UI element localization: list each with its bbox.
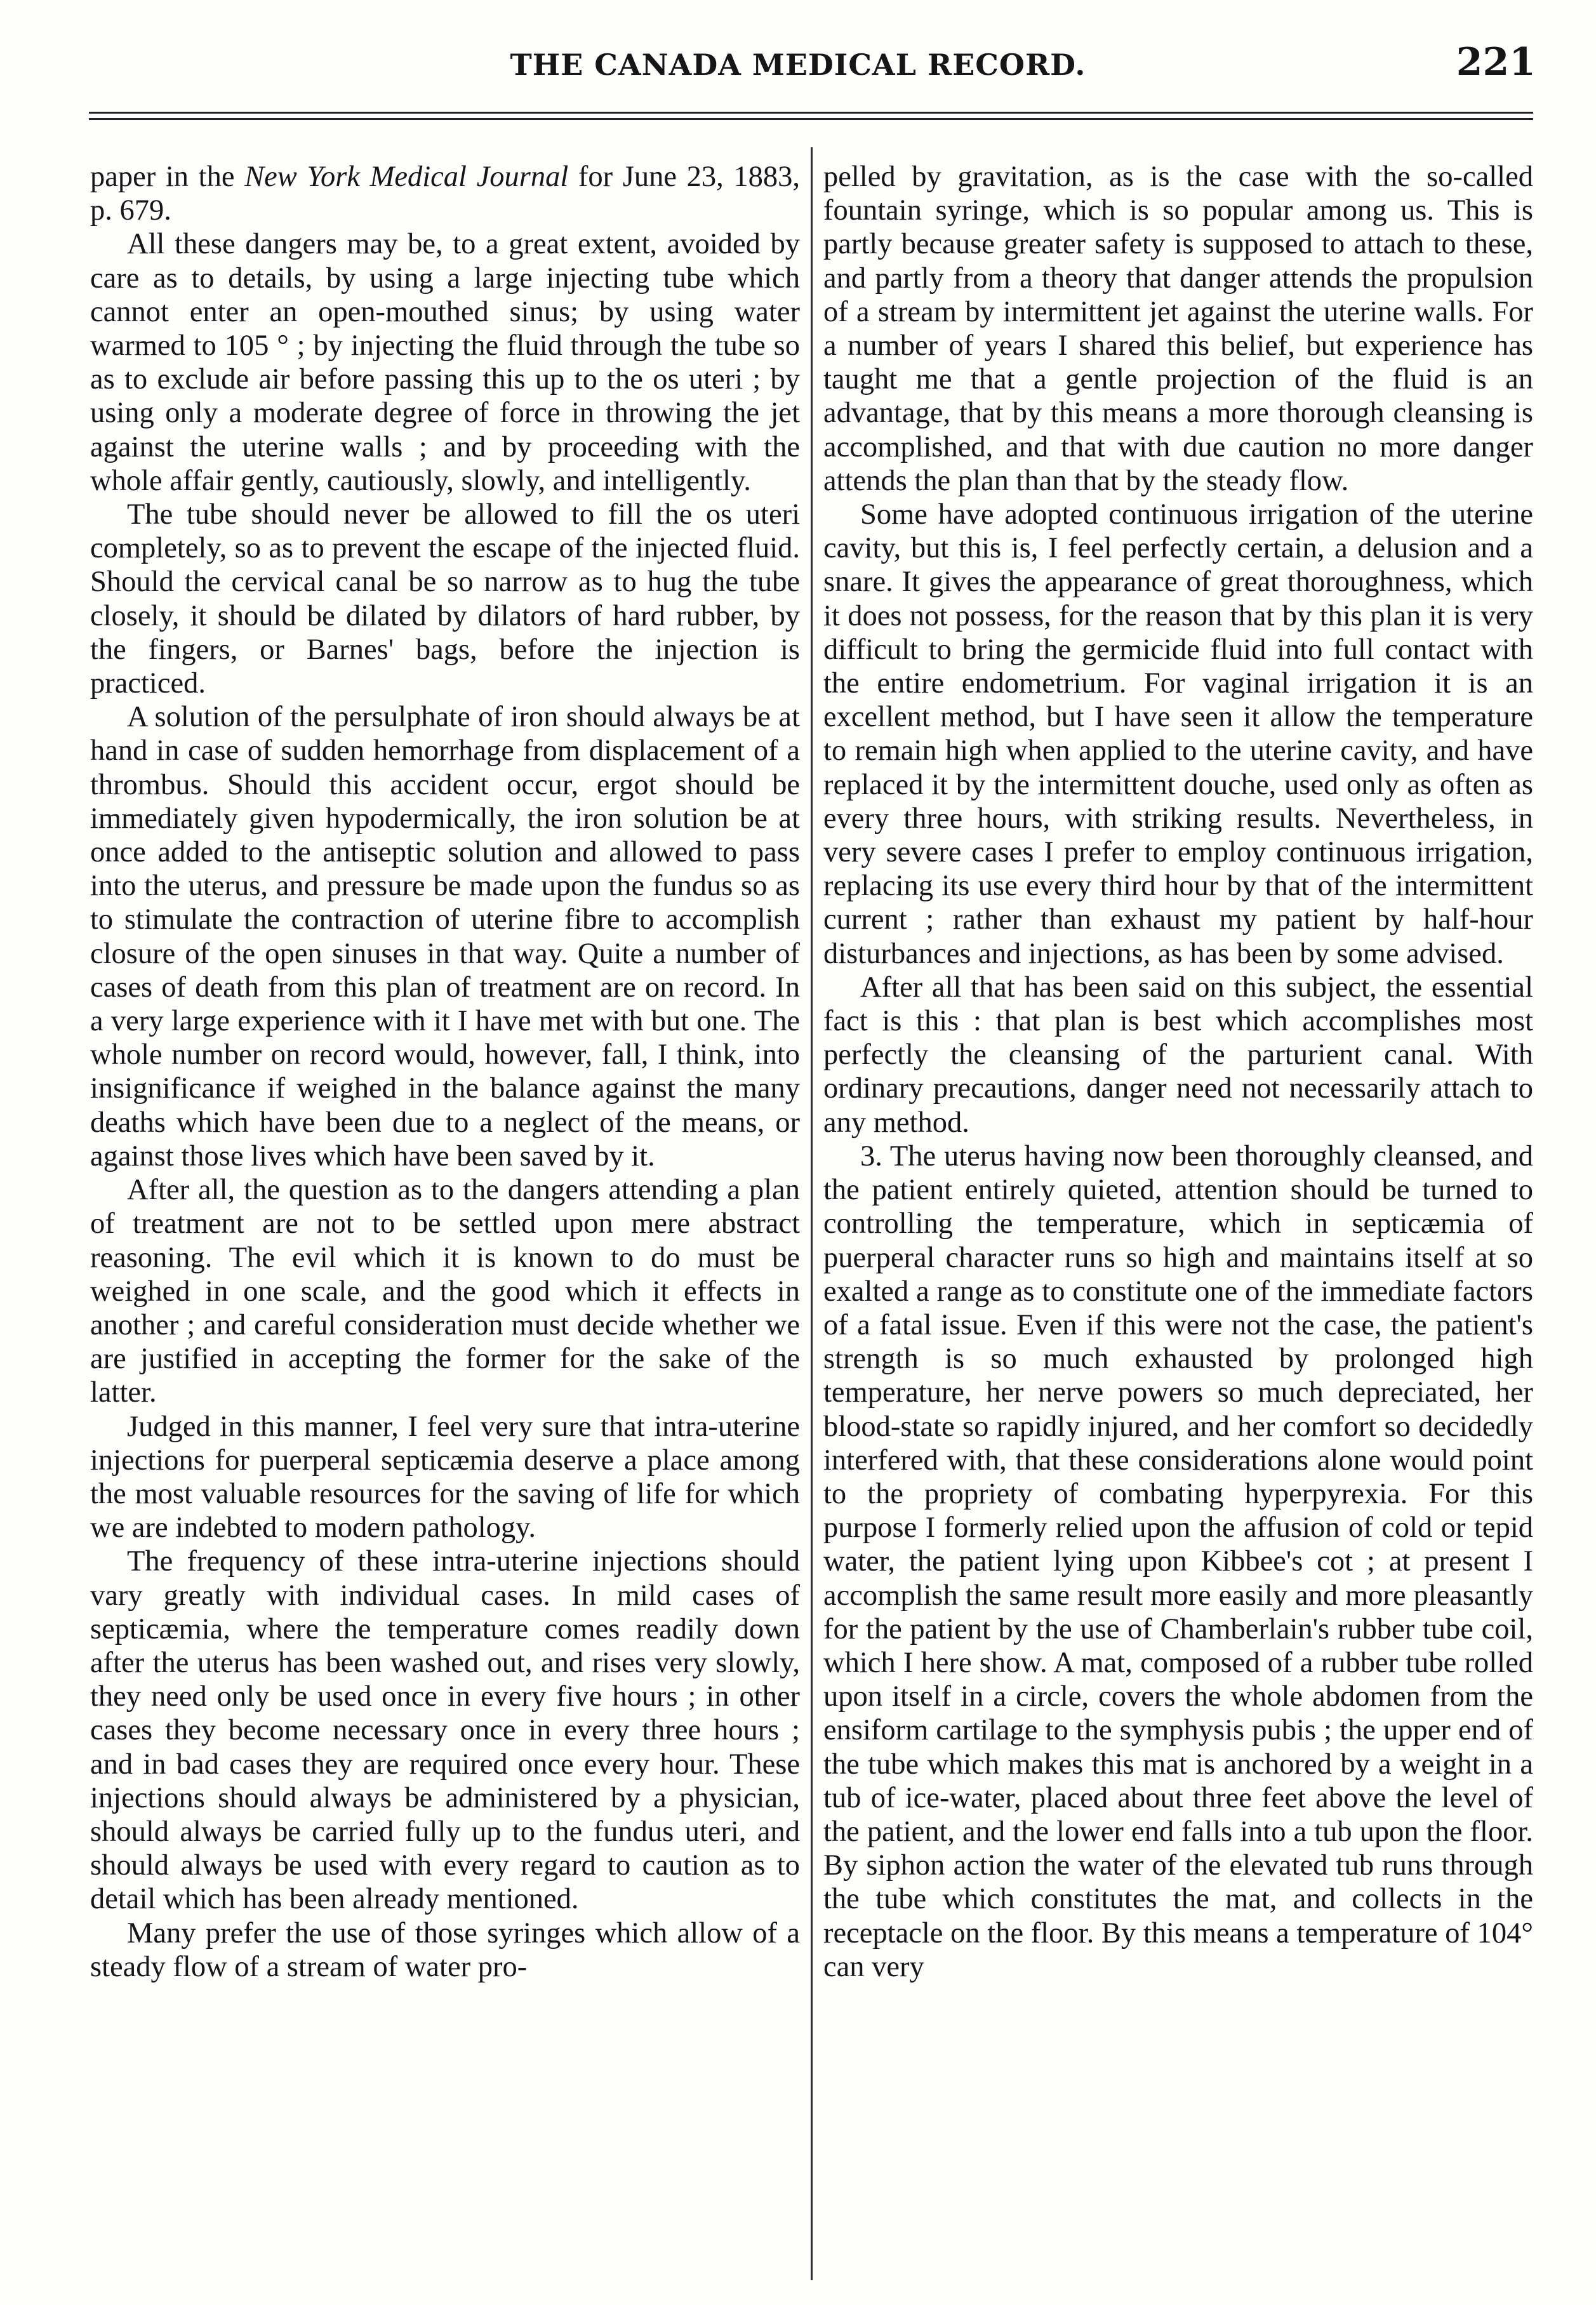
paragraph: The tube should never be allowed to fill the os uteri completely, so as to prevent the escape of the injected fluid. Should the cervical canal be so narrow as to hug the tube closely, it should be dilated by dilators of hard rubber, by the fingers, or Barnes' bags, before the injection is practiced. — [90, 498, 800, 700]
paragraph: Some have adopted continuous irrigation of the uterine cavity, but this is, I feel perfectly certain, a delusion and a snare. It gives the appearance of great thoroughness, which it does not possess, for the reason that by this plan it is very difficult to bring the germicide fluid into full contact with the entire endometrium. For vaginal irrigation it is an excellent method, but I have seen it allow the temperature to remain high when applied to the uterine cavity, and have replaced it by the intermittent douche, used only as often as every three hours, with striking results. Nevertheless, in very severe cases I prefer to employ continuous irrigation, replacing its use every third hour by that of the intermittent current ; rather than exhaust my patient by half-hour disturbances and injections, as has been by some advised. — [823, 498, 1533, 970]
text-run: paper in the — [90, 161, 245, 193]
right-column — [823, 160, 1533, 1984]
paragraph: pelled by gravitation, as is the case with the so-called fountain syringe, which is so popular among us. This is partly because greater safety is supposed to attach to these, and partly from a theory that danger attends the propulsion of a stream by intermittent jet against the uterine walls. For a number of years I shared this belief, but experience has taught me that a gentle projection of the fluid is an advantage, that by this means a more thorough cleansing is accomplished, and that with due caution no more danger attends the plan than that by the steady flow. — [823, 161, 1533, 497]
paragraph: The frequency of these intra-uterine injections should vary greatly with individual cases. In mild cases of septicæmia, where the temperature comes readily down after the uterus has been washed out, and rises very slowly, they need only be used once in every five hours ; in other cases they become necessary once in every three hours ; and in bad cases they are required once every hour. These injections should always be administered by a physician, should always be carried fully up to the fundus uteri, and should always be used with every regard to caution as to detail which has been already mentioned. — [90, 1545, 800, 1916]
header-rule-bottom — [89, 118, 1533, 120]
journal-title: New York Medical Journal — [244, 161, 569, 193]
paragraph: After all that has been said on this subject, the essential fact is this : that plan is best which accomplishes most perfectly the cleansing of the parturient canal. With ordinary precautions, danger need not necessarily attach to any method. — [823, 971, 1533, 1139]
paragraph: After all, the question as to the dangers attending a plan of treatment are not to be settled upon mere abstract reasoning. The evil which it is known to do must be weighed in one scale, and the good which it effects in another ; and careful consideration must decide whether we are justified in accepting the former for the sake of the latter. — [90, 1174, 800, 1409]
left-column — [90, 160, 800, 1984]
paragraph: Judged in this manner, I feel very sure that intra-uterine injections for puerperal septicæmia deserve a place among the most valuable resources for the saving of life for which we are indebted to modern pathology. — [90, 1410, 800, 1544]
page-number: 221 — [1456, 40, 1536, 84]
paragraph: Many prefer the use of those syringes which allow of a steady flow of a stream of water pro- — [90, 1916, 800, 1983]
paragraph: 3. The uterus having now been thoroughly cleansed, and the patient entirely quieted, attention should be turned to controlling the temperature, which in septicæmia of puerperal character runs so high and maintains itself at so exalted a range as to constitute one of the immediate factors of a fatal issue. Even if this were not the case, the patient's strength is so much exhausted by prolonged high temperature, her nerve powers so much depreciated, her blood-state so rapidly injured, and her comfort so decidedly interfered with, that these considerations alone would point to the propriety of combating hyperpyrexia. For this purpose I formerly relied upon the affusion of cold or tepid water, the patient lying upon Kibbee's cot ; at present I accomplish the same result more easily and more pleasantly for the patient by the use of Chamberlain's rubber tube coil, which I here show. A mat, composed of a rubber tube rolled upon itself in a circle, covers the whole abdomen from the ensiform cartilage to the symphysis pubis ; the upper end of the tube which makes this mat is anchored by a weight in a tub of ice-water, placed about three feet above the level of the patient, and the lower end falls into a tub upon the floor. By siphon action the water of the elevated tub runs through the tube which constitutes the mat, and collects in the receptacle on the floor. By this means a temperature of 104° can very — [823, 1139, 1533, 1983]
paragraph: A solution of the persulphate of iron should always be at hand in case of sudden hemorrhage from displacement of a thrombus. Should this accident occur, ergot should be immediately given hypodermically, the iron solution be at once added to the antiseptic solution and allowed to pass into the uterus, and pressure be made upon the fundus so as to stimulate the contraction of uterine fibre to accomplish closure of the open sinuses in that way. Quite a number of cases of death from this plan of treatment are on record. In a very large experience with it I have met with but one. The whole number on record would, however, fall, I think, into insignificance if weighed in the balance against the many deaths which have been due to a neglect of the means, or against those lives which have been saved by it. — [90, 701, 800, 1172]
text-run: for June 23, 1883, p. 679. — [90, 161, 800, 227]
column-divider — [811, 147, 813, 2280]
paragraph — [90, 160, 800, 227]
running-title: THE CANADA MEDICAL RECORD. — [510, 48, 1086, 82]
header-rule-top — [89, 112, 1533, 114]
paragraph: All these dangers may be, to a great extent, avoided by care as to details, by using a large injecting tube which cannot enter an open-mouthed sinus; by using water warmed to 105 ° ; by injecting the fluid through the tube so as to exclude air before passing this up to the os uteri ; by using only a moderate degree of force in throwing the jet against the uterine walls ; and by proceeding with the whole affair gently, cautiously, slowly, and intelligently. — [90, 228, 800, 497]
